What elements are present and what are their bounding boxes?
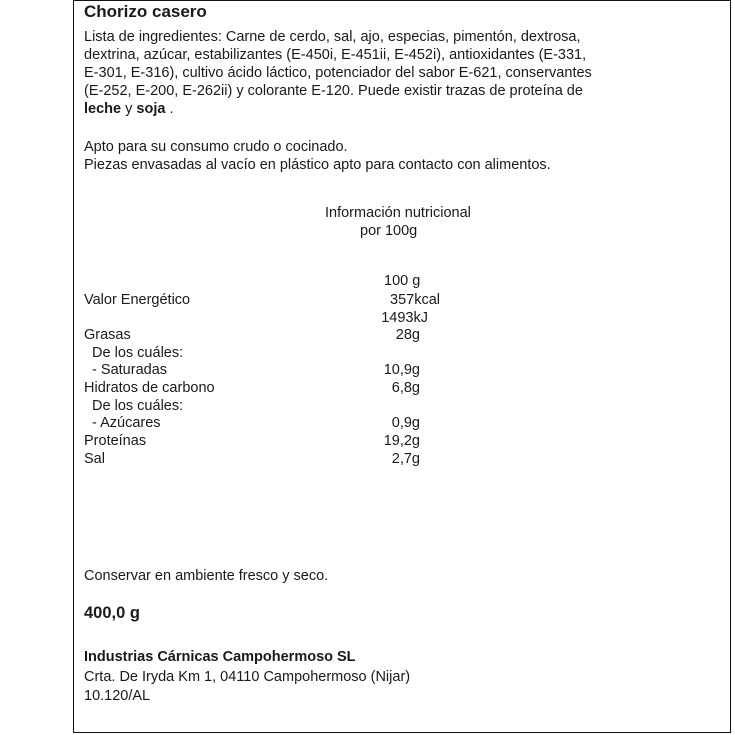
nutrient-label: Valor Energético (84, 292, 191, 308)
nutrient-value: 6,8g (391, 380, 420, 396)
nutrient-value: 10,9g (383, 362, 420, 378)
ingredients-line: (E-252, E-200, E-262ii) y colorante E-120. Puede existir trazas de proteína de (84, 83, 583, 99)
allergen-soy: soja (136, 101, 166, 117)
nutrient-value: 0,9g (391, 415, 420, 431)
registry-number: 10.120/AL (84, 688, 151, 704)
nutrient-value: 19,2g (383, 433, 420, 449)
allergen-join: y (121, 101, 137, 117)
nutrient-label: De los cuáles: (84, 345, 184, 361)
ingredients-line: dextrina, azúcar, estabilizantes (E-450i, E-451ii, E-452i), antioxidantes (E-331, (84, 47, 587, 63)
storage-instructions: Conservar en ambiente fresco y seco. (84, 568, 329, 584)
nutrient-value: 28g (395, 327, 420, 343)
ingredients-line: E-301, E-316), cultivo ácido láctico, potenciador del sabor E-621, conservantes (84, 65, 592, 81)
nutrient-value: 2,7g (391, 451, 420, 467)
nutrient-label: Proteínas (84, 433, 147, 449)
allergen-milk: leche (84, 101, 122, 117)
net-weight: 400,0 g (84, 604, 140, 622)
allergens-line (84, 100, 173, 118)
nutrient-label: Grasas (84, 327, 131, 343)
nutrient-value: 1493kJ (381, 310, 428, 326)
manufacturer-address: Crta. De Iryda Km 1, 04110 Campohermoso (Nijar) (84, 669, 411, 685)
nutrition-subtitle: por 100g (360, 223, 418, 239)
nutrition-column-header: 100 g (384, 273, 421, 289)
nutrient-label: Sal (84, 451, 105, 467)
nutrient-value: 357kcal (390, 292, 440, 308)
manufacturer-name: Industrias Cárnicas Campohermoso SL (84, 649, 356, 665)
nutrient-label: - Azúcares (84, 415, 161, 431)
usage-line: Apto para su consumo crudo o cocinado. (84, 139, 348, 155)
nutrition-title: Información nutricional (325, 205, 471, 221)
nutrient-label: - Saturadas (84, 362, 168, 378)
ingredients-line: Lista de ingredientes: Carne de cerdo, sal, ajo, especias, pimentón, dextrosa, (84, 29, 581, 45)
product-title: Chorizo casero (84, 2, 207, 21)
allergen-end: . (165, 101, 174, 117)
nutrient-label: Hidratos de carbono (84, 380, 215, 396)
usage-line: Piezas envasadas al vacío en plástico apto para contacto con alimentos. (84, 157, 551, 173)
product-label (73, 0, 731, 733)
nutrient-label: De los cuáles: (84, 398, 184, 414)
